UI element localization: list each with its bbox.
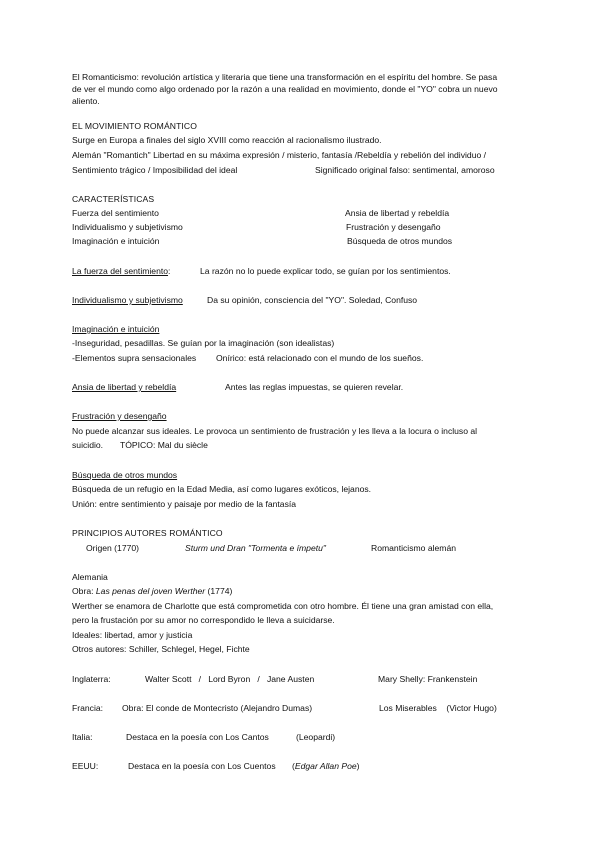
caracteristica-right-1: Ansia de libertad y rebeldía (345, 208, 450, 218)
italia-label: Italia: (72, 732, 93, 742)
ansia-title: Ansia de libertad y rebeldía (72, 382, 177, 392)
alemania-ideales: Ideales: libertad, amor y justicia (72, 630, 193, 640)
eeuu-author: Edgar Allan Poe (294, 761, 357, 771)
inglaterra-label: Inglaterra: (72, 674, 111, 684)
fuerza-row (72, 266, 170, 277)
caracteristicas-heading: CARACTERÍSTICAS (72, 194, 155, 204)
frustracion-line-1: No puede alcanzar sus ideales. Le provoca un sentimiento de frustración y les lleva a la locura o incluso al (72, 426, 478, 436)
principios-sturm: Sturm und Dran "Tormenta e ímpetu" (185, 543, 326, 553)
fuerza-colon: : (168, 266, 171, 276)
movimiento-line-1: Surge en Europa a finales del siglo XVIII como reacción al racionalismo ilustrado. (72, 135, 382, 145)
fuerza-text: La razón no lo puede explicar todo, se guían por los sentimientos. (200, 266, 451, 276)
caracteristica-left-3: Imaginación e intuición (72, 236, 160, 246)
individualismo-text: Da su opinión, consciencia del "YO". Soledad, Confuso (207, 295, 418, 305)
individualismo-title: Individualismo y subjetivismo (72, 295, 183, 305)
imaginacion-title: Imaginación e intuición (72, 324, 160, 334)
frustracion-line-2a: suicidio. (72, 440, 104, 450)
busqueda-line-1: Búsqueda de un refugio en la Edad Media, así como lugares exóticos, lejanos. (72, 484, 372, 494)
movimiento-line-3a: Sentimiento trágico / Imposibilidad del ideal (72, 165, 238, 175)
principios-heading: PRINCIPIOS AUTORES ROMÁNTICO (72, 528, 223, 538)
movimiento-line-2: Alemán "Romantich" Libertad en su máxima expresión / misterio, fantasía /Rebeldía y rebelión del individuo / (72, 150, 487, 160)
eeuu-label: EEUU: (72, 761, 99, 771)
francia-label: Francia: (72, 703, 104, 713)
principios-romanticismo: Romanticismo alemán (371, 543, 457, 553)
alemania-line-1: Werther se enamora de Charlotte que está comprometida con otro hombre. Él tiene una gran amistad con ella, (72, 601, 494, 611)
busqueda-line-2: Unión: entre sentimiento y paisaje por medio de la fantasía (72, 499, 297, 509)
francia-obra: Obra: El conde de Montecristo (Alejandro Dumas) (122, 703, 313, 713)
eeuu-author-wrap (292, 761, 360, 772)
alemania-obra-label: Obra: (72, 586, 94, 596)
principios-origen: Origen (1770) (86, 543, 140, 553)
alemania-title: Alemania (72, 572, 108, 582)
alemania-line-2: pero la frustación por su amor no correspondido le lleva a suicidarse. (72, 615, 335, 625)
alemania-obra (72, 586, 232, 597)
movimiento-heading: EL MOVIMIENTO ROMÁNTICO (72, 121, 198, 131)
imaginacion-line-2a: -Elementos supra sensacionales (72, 353, 197, 363)
ansia-text: Antes las reglas impuestas, se quieren revelar. (225, 382, 404, 392)
italia-text: Destaca en la poesía con Los Cantos (126, 732, 269, 742)
caracteristica-left-2: Individualismo y subjetivismo (72, 222, 183, 232)
alemania-obra-title: Las penas del joven Werther (95, 586, 206, 596)
eeuu-author-close: ) (356, 761, 360, 771)
movimiento-line-3b: Significado original falso: sentimental, amoroso (315, 165, 495, 175)
eeuu-author-open: ( (292, 761, 295, 771)
caracteristica-left-1: Fuerza del sentimiento (72, 208, 159, 218)
alemania-otros: Otros autores: Schiller, Schlegel, Hegel, Fichte (72, 644, 250, 654)
caracteristica-right-2: Frustración y desengaño (346, 222, 441, 232)
imaginacion-line-2b: Onírico: está relacionado con el mundo de los sueños. (216, 353, 424, 363)
fuerza-title: La fuerza del sentimiento (72, 266, 169, 276)
inglaterra-shelly: Mary Shelly: Frankenstein (378, 674, 478, 684)
intro-line-2: de ver el mundo como algo ordenado por la razón a una realidad en movimiento, donde el "YO" cobra un nuevo (72, 84, 498, 94)
imaginacion-line-1: -Inseguridad, pesadillas. Se guían por la imaginación (son idealistas) (72, 338, 335, 348)
caracteristica-right-3: Búsqueda de otros mundos (347, 236, 453, 246)
inglaterra-authors: Walter Scott / Lord Byron / Jane Austen (145, 674, 315, 684)
alemania-obra-year: (1774) (207, 586, 233, 596)
frustracion-title: Frustración y desengaño (72, 411, 167, 421)
intro-line-3: aliento. (72, 96, 100, 106)
intro-line-1: El Romanticismo: revolución artística y literaria que tiene una transformación en el espíritu del hombre. Se pasa (72, 72, 498, 82)
francia-miserables: Los Miserables (Victor Hugo) (379, 703, 497, 713)
eeuu-text: Destaca en la poesía con Los Cuentos (128, 761, 276, 771)
frustracion-line-2b: TÓPICO: Mal du siècle (120, 440, 208, 450)
italia-author: (Leopardi) (296, 732, 336, 742)
busqueda-title: Búsqueda de otros mundos (72, 470, 178, 480)
